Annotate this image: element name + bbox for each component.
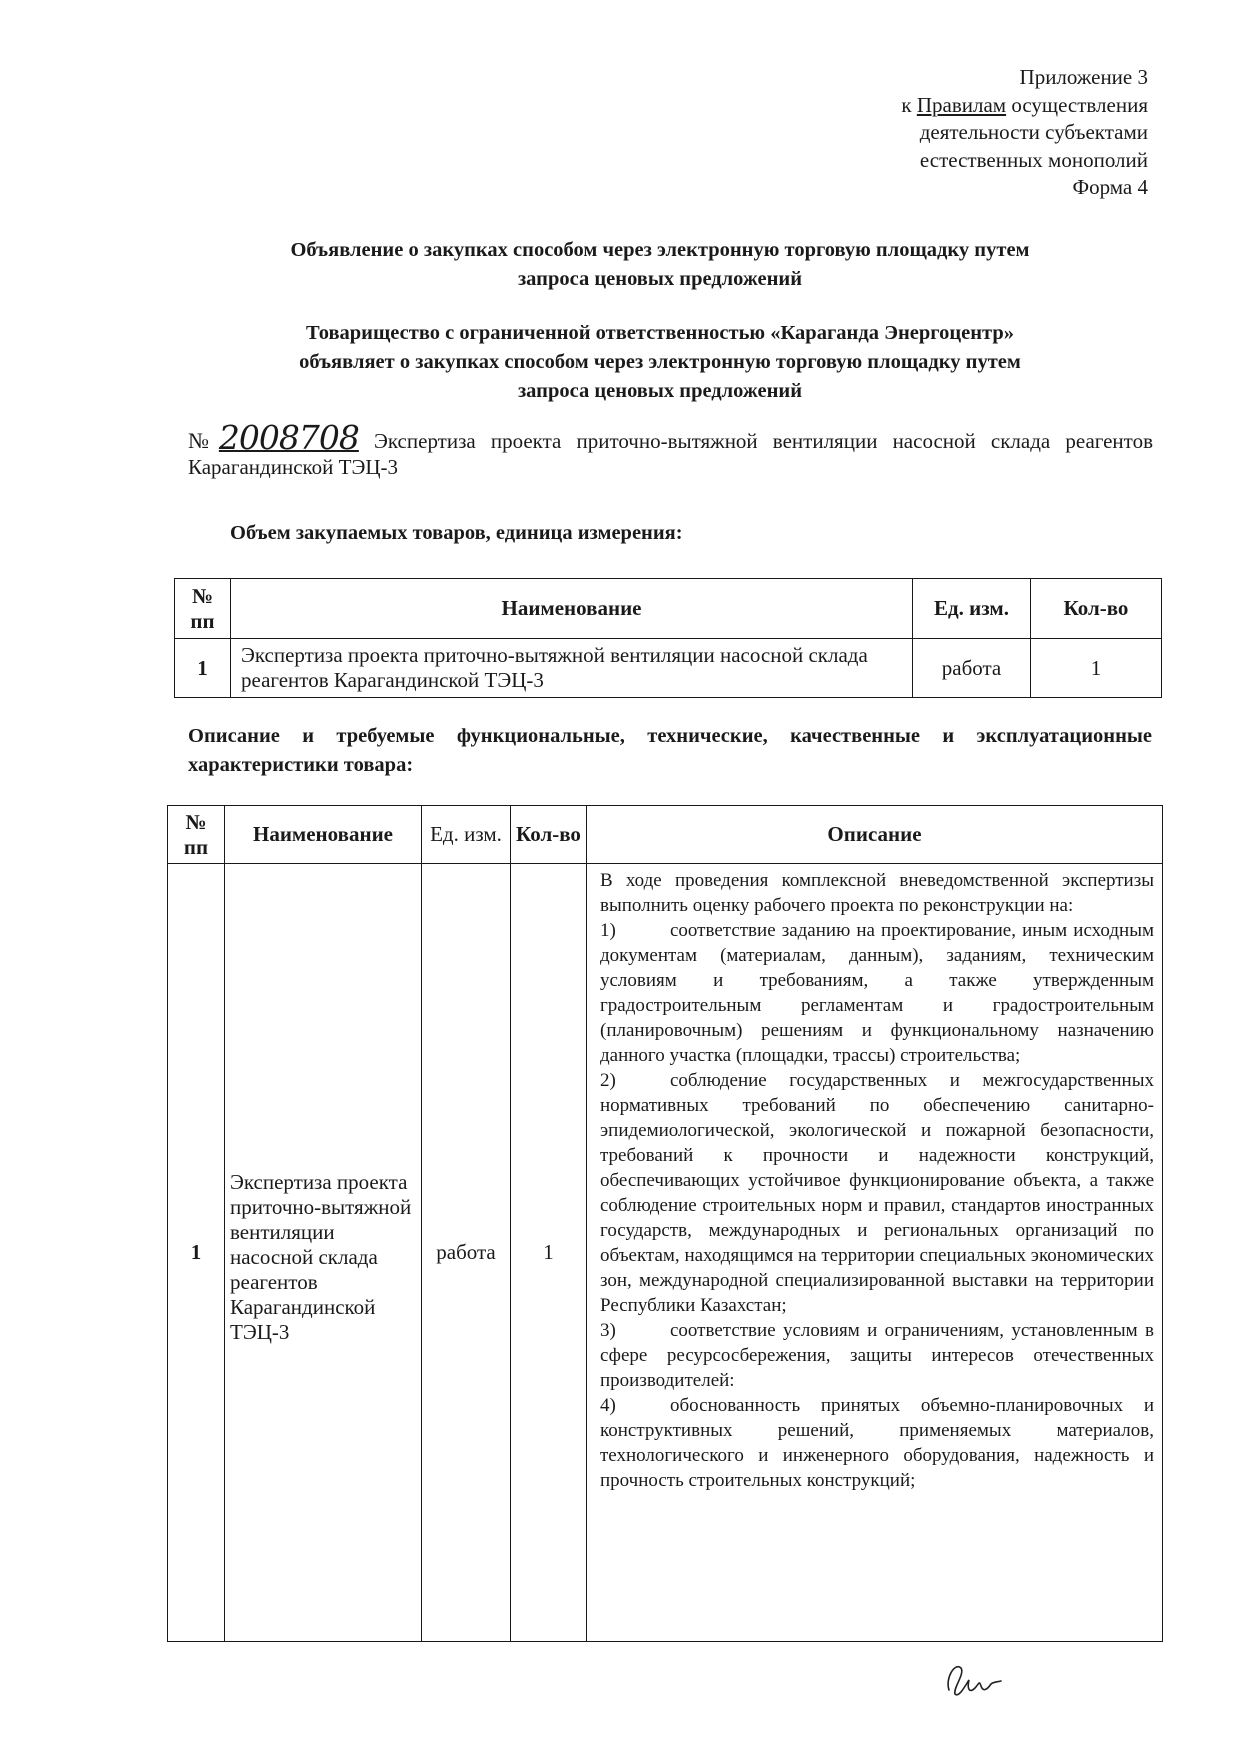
volume-table-header [175,579,1162,639]
header-name: Наименование [225,806,422,864]
row-qty: 1 [511,864,587,1642]
row-description [587,864,1163,1642]
header-qty: Кол-во [1031,579,1162,639]
header-unit: Ед. изм. [913,579,1031,639]
description-item: 3) соответствие условиям и ограничениям, установленным в сфере ресурсосбережения, защиты интересов отечественных производителей: [600,1320,1154,1391]
header-name: Наименование [231,579,913,639]
appendix-reference: Приложение 3 к Правилам осуществления деятельности субъектами естественных монополий Форма 4 [901,64,1148,202]
header-num: № пп [168,806,225,864]
row-unit: работа [913,639,1031,698]
row-unit: работа [422,864,511,1642]
announcement-title: Объявление о закупках способом через электронную торговую площадку путем запроса ценовых предложений [290,239,1030,290]
row-num: 1 [175,639,231,698]
rules-link[interactable]: Правилам [916,92,1007,117]
table-row [175,639,1162,698]
volume-heading: Объем закупаемых товаров, единица измерения: [230,522,683,544]
volume-table [174,578,1162,698]
organizer-statement: Товарищество с ограниченной ответственностью «Караганда Энергоцентр» объявляет о закупках способом через электронную торговую площадку путем запроса ценовых предложений [299,322,1021,402]
appendix-rules-line: к Правилам осуществления [901,92,1148,117]
header-num: № пп [175,579,231,639]
description-table-header [168,806,1163,864]
description-item: 1) соответствие заданию на проектирование, иным исходным документам (материалам, данным), заданиям, техническим условиям и требованиям, а также утвержденным градостроительным регламентам и градостроительным (планировочным) решениям и функциональному назначению данного участка (площадки, трассы) строительства; [600,920,1154,1066]
lot-subject: Экспертиза проекта приточно-вытяжной вентиляции насосной склада реагентов Карагандинской ТЭЦ-3 [188,429,1153,479]
description-intro: В ходе проведения комплексной вневедомственной экспертизы выполнить оценку рабочего проекта по реконструкции на: [600,870,1154,916]
header-unit: Ед. изм. [422,806,511,864]
appendix-number: Приложение 3 [1019,65,1148,89]
lot-line [188,418,1153,480]
description-item: 2) соблюдение государственных и межгосударственных нормативных требований по обеспечению санитарно-эпидемиологической, экологической и пожарной безопасности, требований к прочности и надежности конструкций, обеспечивающих устойчивое функционирование объекта, а также соблюдение строительных норм и правил, стандартов иностранных государств, международных и региональных организаций по объектам, находящимся на территории специальных экономических зон, международной специализированной выставки на территории Республики Казахстан; [600,1070,1154,1316]
description-item: 4) обоснованность принятых объемно-планировочных и конструктивных решений, применяемых материалов, технологического и инженерного оборудования, надежность и прочность строительных конструкций; [600,1395,1154,1491]
row-qty: 1 [1031,639,1162,698]
signature-mark [935,1658,1007,1702]
table-row [168,864,1163,1642]
description-heading: Описание и требуемые функциональные, технические, качественные и эксплуатационные характеристики товара: [188,725,1152,776]
description-table [167,805,1163,1642]
form-number: Форма 4 [1072,175,1148,199]
header-qty: Кол-во [511,806,587,864]
header-desc: Описание [587,806,1163,864]
row-num: 1 [168,864,225,1642]
row-name: Экспертиза проекта приточно-вытяжной вентиляции насосной склада реагентов Карагандинской ТЭЦ-3 [225,864,422,1642]
row-name: Экспертиза проекта приточно-вытяжной вентиляции насосной склада реагентов Карагандинской ТЭЦ-3 [231,639,913,698]
number-sign: № [188,428,219,453]
handwritten-lot-number: 2008708 [218,418,359,457]
